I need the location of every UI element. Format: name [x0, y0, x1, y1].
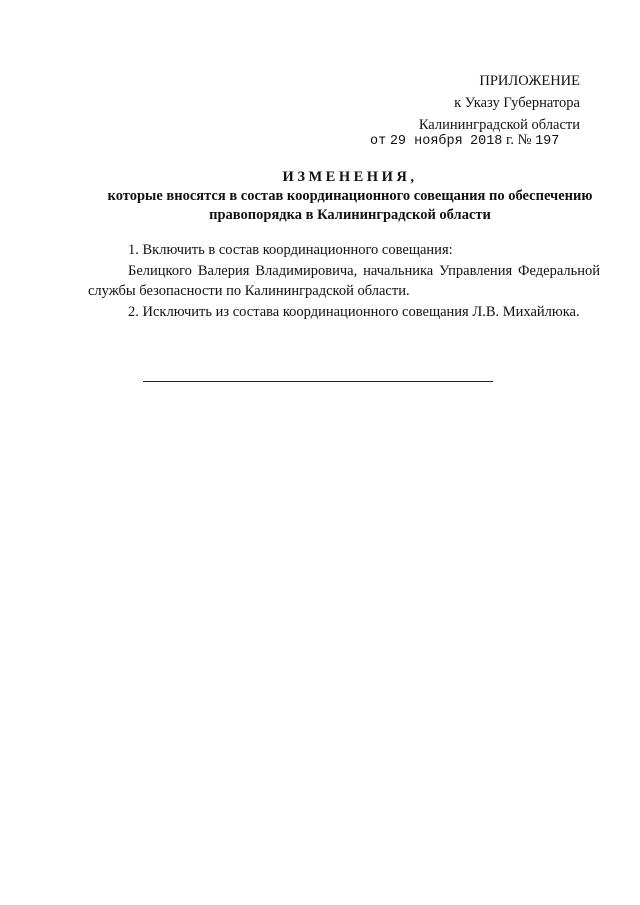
decree-date-line [370, 132, 559, 149]
end-divider [143, 381, 493, 382]
item-1-detail: Белицкого Валерия Владимировича, начальника Управления Федеральной службы безопасности по Калининградской области. [88, 262, 600, 299]
decree-reference: к Указу Губернатора [454, 95, 580, 111]
appendix-header [419, 70, 580, 136]
title-heading: ИЗМЕНЕНИЯ, [282, 169, 418, 185]
title-line-2: правопорядка в Калининградской области [209, 207, 491, 223]
year-value: 2018 [470, 134, 503, 149]
region-name: Калининградской области [418, 117, 580, 133]
year-suffix: г. № [506, 132, 532, 148]
title-line-1: которые вносятся в состав координационного совещания по обеспечению [107, 188, 593, 204]
item-2: 2. Исключить из состава координационного совещания Л.В. Михайлюка. [128, 303, 580, 320]
decree-number: 197 [535, 134, 560, 149]
date-prefix: от [370, 134, 387, 149]
date-value: 29 ноября [389, 134, 463, 149]
document-title [60, 168, 640, 225]
document-body [88, 240, 600, 322]
item-1: 1. Включить в состав координационного совещания: [128, 242, 453, 258]
appendix-label: ПРИЛОЖЕНИЕ [479, 73, 580, 89]
